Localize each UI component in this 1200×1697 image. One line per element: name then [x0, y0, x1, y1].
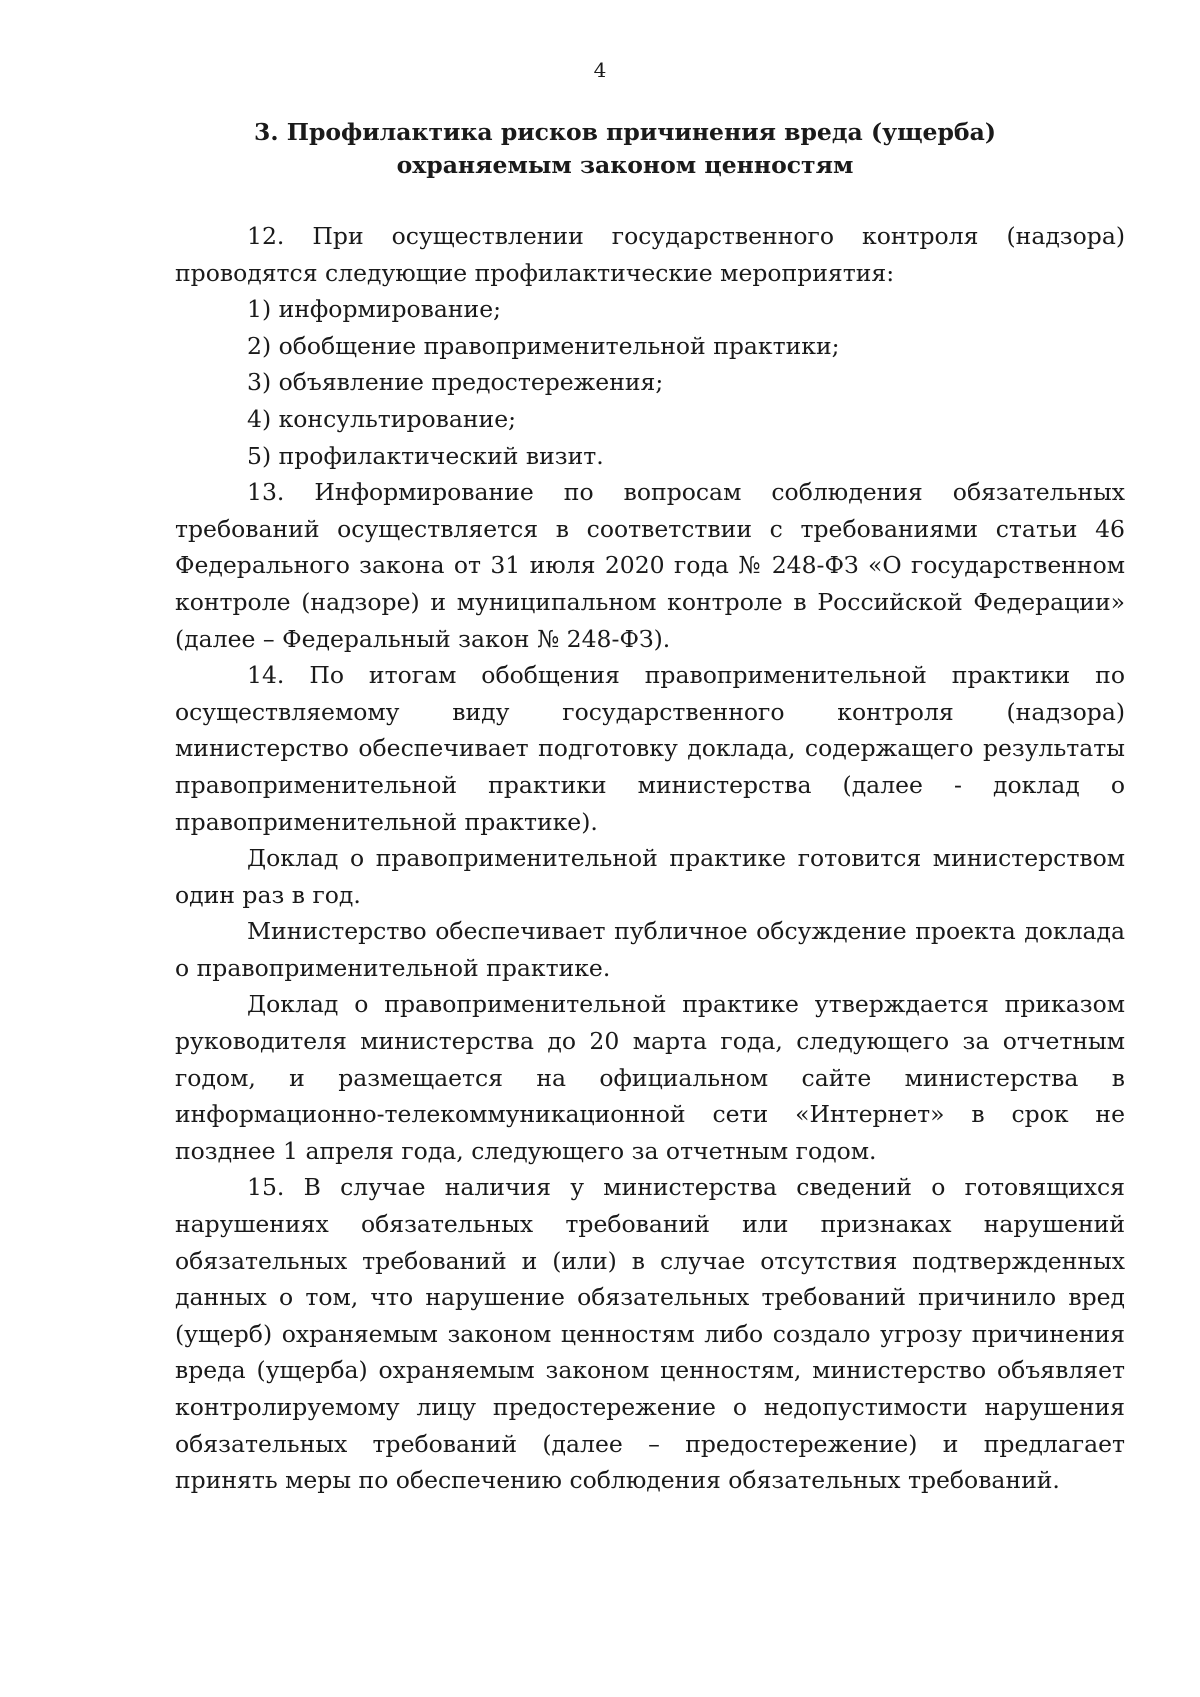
- paragraph-14-approval: Доклад о правоприменительной практике утверждается приказом руководителя министерства до 20 марта года, следующего за отчетным годом, и размещается на официальном сайте министерства в информационно-телекоммуникационной сети «Интернет» в срок не позднее 1 апреля года, следующего за отчетным годом.: [175, 990, 1125, 1165]
- paragraph-15: 15. В случае наличия у министерства сведений о готовящихся нарушениях обязательных требований или признаках нарушений обязательных требований и (или) в случае отсутствия подтвержденных данных о том, что нарушение обязательных требований причинило вред (ущерб) охраняемым законом ценностям либо создало угрозу причинения вреда (ущерба) охраняемым законом ценностям, министерство объявляет контролируемому лицу предостережение о недопустимости нарушения обязательных требований (далее – предостережение) и предлагает принять меры по обеспечению соблюдения обязательных требований.: [175, 1173, 1125, 1495]
- section-heading: [175, 116, 1075, 182]
- list-item: 3) объявление предостережения;: [247, 368, 664, 397]
- section-heading-line-1: 3. Профилактика рисков причинения вреда (ущерба): [254, 118, 996, 146]
- document-body: [175, 218, 1125, 1499]
- list-item: 1) информирование;: [247, 295, 502, 324]
- list-item: 4) консультирование;: [247, 404, 517, 433]
- list-item: 5) профилактический визит.: [247, 441, 604, 470]
- paragraph-13: 13. Информирование по вопросам соблюдения обязательных требований осуществляется в соответствии с требованиями статьи 46 Федерального закона от 31 июля 2020 года № 248-ФЗ «О государственном контроле (надзоре) и муниципальном контроле в Российской Федерации» (далее – Федеральный закон № 248-ФЗ).: [175, 478, 1125, 653]
- paragraph-14-public-discussion: Министерство обеспечивает публичное обсуждение проекта доклада о правоприменительной практике.: [175, 917, 1125, 982]
- page-number: 4: [593, 58, 607, 82]
- paragraph-14-report-frequency: Доклад о правоприменительной практике готовится министерством один раз в год.: [175, 844, 1125, 909]
- list-item: 2) обобщение правоприменительной практики;: [247, 331, 840, 360]
- paragraph-14: 14. По итогам обобщения правоприменительной практики по осуществляемому виду государственного контроля (надзора) министерство обеспечивает подготовку доклада, содержащего результаты правоприменительной практики министерства (далее - доклад о правоприменительной практике).: [175, 661, 1125, 836]
- section-heading-line-2: охраняемым законом ценностям: [396, 151, 854, 179]
- paragraph-12: 12. При осуществлении государственного контроля (надзора) проводятся следующие профилактические мероприятия:: [175, 222, 1125, 287]
